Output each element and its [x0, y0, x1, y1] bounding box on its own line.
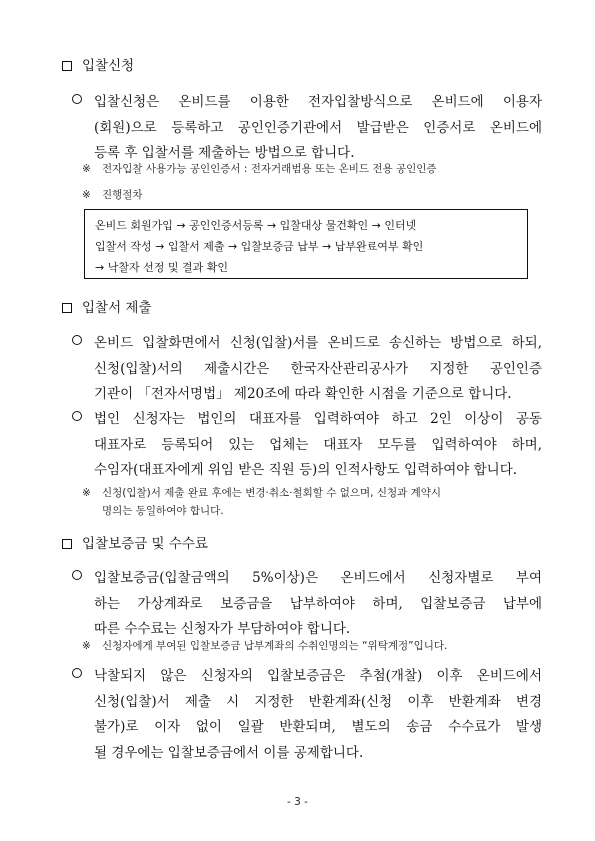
- note-procedure-label: [82, 186, 552, 204]
- paragraph: [94, 90, 542, 167]
- text-line: 법인 신청자는 법인의 대표자를 입력하여야 하고 2인 이상이 공동: [94, 411, 542, 427]
- procedure-box: [84, 209, 528, 279]
- text-line: 낙찰되지 않은 신청자의 입찰보증금은 추첨(개찰) 이후 온비드에서: [94, 668, 542, 684]
- text-line: 따른 수수료는 신청자가 부담하여야 합니다.: [94, 621, 351, 637]
- square-bullet-icon: [62, 303, 72, 313]
- square-bullet-icon: [62, 539, 72, 549]
- note-text: 신청자에게 부여된 입찰보증금 납부계좌의 수취인명의는 “위탁계정”입니다.: [102, 640, 448, 652]
- text-line: 신청(입찰)서 제출 시 지정한 반환계좌(신청 이후 반환계좌 변경: [94, 693, 542, 710]
- text-line: 기관이 「전자서명법」 제20조에 따라 확인한 시점을 기준으로 합니다.: [94, 386, 512, 402]
- procedure-line: 입찰서 작성 → 입찰서 제출 → 입찰보증금 납부 → 납부완료여부 확인: [95, 240, 424, 253]
- section-heading-bid-submission: [62, 300, 152, 316]
- circle-bullet-icon: [72, 668, 82, 678]
- paragraph: [94, 664, 542, 766]
- note-text: 진행절차: [102, 189, 143, 201]
- section-title: 입찰신청: [82, 58, 135, 74]
- bullet-deposit-refund: [72, 668, 542, 766]
- text-line: 될 경우에는 입찰보증금에서 이를 공제합니다.: [94, 744, 364, 761]
- text-line: 신청(입찰)서의 제출시간은 한국자산관리공사가 지정한 공인인증: [94, 360, 542, 377]
- reference-mark: ※: [82, 163, 91, 175]
- note-certificate: [82, 160, 552, 178]
- note-payee-name: [82, 637, 552, 655]
- reference-mark: ※: [82, 487, 91, 499]
- procedure-line: 온비드 회원가입 → 공인인증서등록 → 입찰대상 물건확인 → 인터넷: [95, 219, 417, 232]
- section-title: 입찰보증금 및 수수료: [82, 536, 208, 552]
- note-text: 명의는 동일하여야 합니다.: [102, 505, 224, 517]
- circle-bullet-icon: [72, 570, 82, 580]
- circle-bullet-icon: [72, 335, 82, 345]
- circle-bullet-icon: [72, 411, 82, 421]
- bullet-corporate-applicant: [72, 411, 542, 484]
- procedure-line: → 낙찰자 선정 및 결과 확인: [95, 261, 228, 274]
- text-line: 입찰신청은 온비드를 이용한 전자입찰방식으로 온비드에 이용자: [94, 94, 542, 110]
- square-bullet-icon: [62, 61, 72, 71]
- text-line: 온비드 입찰화면에서 신청(입찰)서를 온비드로 송신하는 방법으로 하되,: [94, 335, 542, 351]
- note-text: 신청(입찰)서 제출 완료 후에는 변경·취소·철회할 수 없으며, 신청과 계약시: [102, 487, 442, 499]
- text-line: 입찰보증금(입찰금액의 5%이상)은 온비드에서 신청자별로 부여: [94, 570, 542, 586]
- paragraph: [94, 407, 542, 484]
- circle-bullet-icon: [72, 94, 82, 104]
- reference-mark: ※: [82, 640, 91, 652]
- bullet-bid-application-method: [72, 94, 542, 167]
- section-heading-bid-application: [62, 58, 134, 74]
- paragraph: [94, 331, 542, 408]
- text-line: 하는 가상계좌로 보증금을 납부하여야 하며, 입찰보증금 납부에: [94, 595, 542, 612]
- paragraph: [94, 566, 542, 643]
- note-no-change: [82, 484, 552, 520]
- page-number: - 3 -: [287, 796, 308, 808]
- reference-mark: ※: [82, 189, 91, 201]
- text-line: 수임자(대표자에게 위임 받은 직원 등)의 인적사항도 입력하여야 합니다.: [94, 462, 518, 478]
- text-line: 불가)로 이자 없이 일괄 반환되며, 별도의 송금 수수료가 발생: [94, 719, 542, 735]
- bullet-bid-deposit: [72, 570, 542, 643]
- text-line: 대표자로 등록되어 있는 업체는 대표자 모두를 입력하여야 하며,: [94, 436, 542, 453]
- text-line: (회원)으로 등록하고 공인인증기관에서 발급받은 인증서로 온비드에: [94, 119, 542, 136]
- bullet-submission-method: [72, 335, 542, 408]
- text-line: 등록 후 입찰서를 제출하는 방법으로 합니다.: [94, 145, 355, 161]
- note-text: 전자입찰 사용가능 공인인증서 : 전자거래범용 또는 온비드 전용 공인인증: [102, 163, 437, 175]
- section-title: 입찰서 제출: [82, 300, 152, 316]
- section-heading-deposit-fees: [62, 536, 208, 552]
